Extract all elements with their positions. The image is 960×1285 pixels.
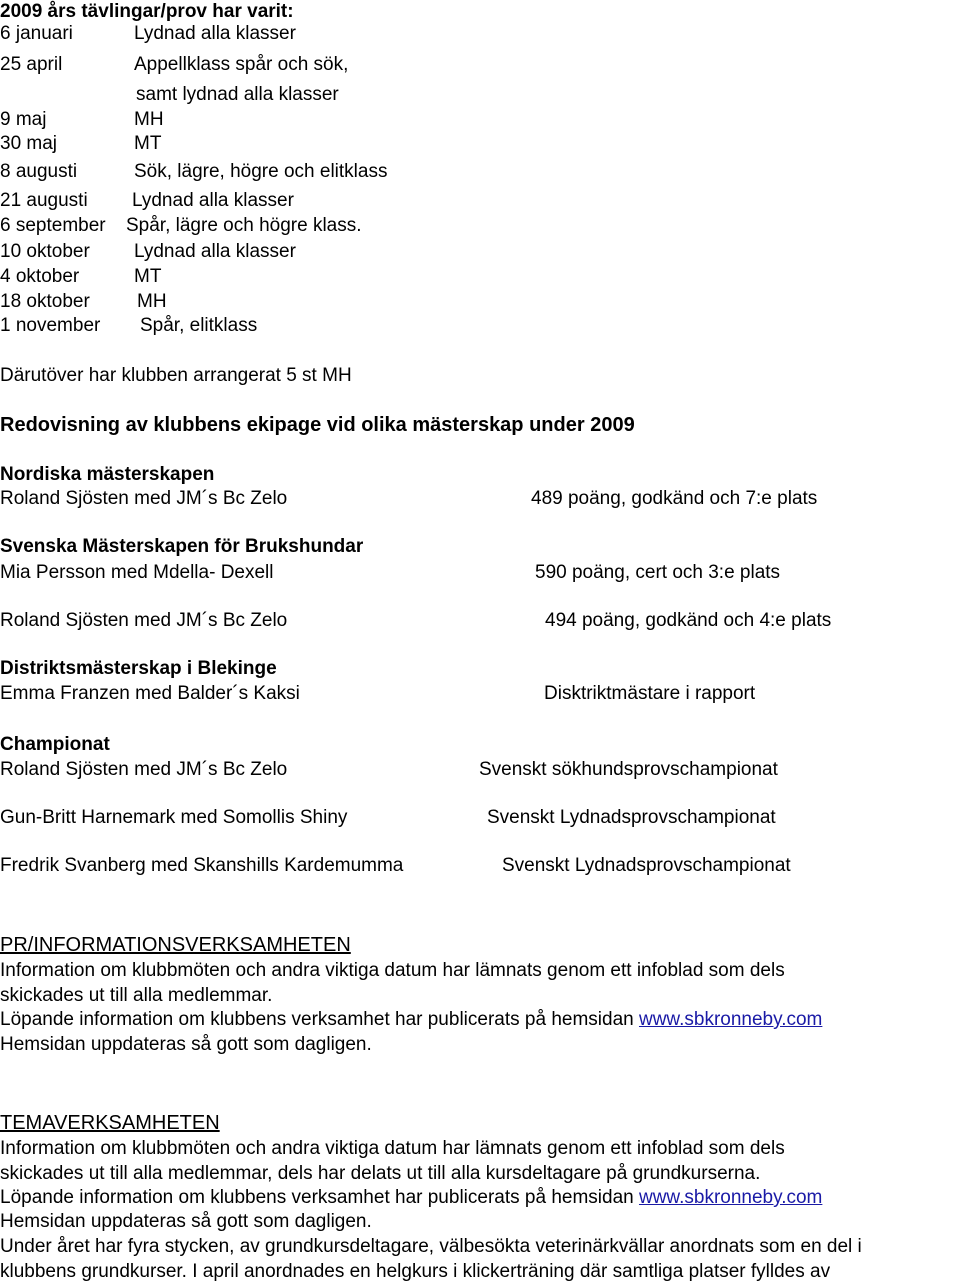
event-date: 9 maj xyxy=(0,109,47,130)
team-name: Gun-Britt Harnemark med Somollis Shiny xyxy=(0,807,348,828)
event-desc: Spår, elitklass xyxy=(140,315,258,336)
event-desc: MH xyxy=(137,291,167,312)
event-date: 8 augusti xyxy=(0,161,78,182)
section-title-nordic: Nordiska mästerskapen xyxy=(0,464,215,485)
event-desc: Appellklass spår och sök, xyxy=(134,54,349,75)
pr-title: PR/INFORMATIONSVERKSAMHETEN xyxy=(0,934,351,956)
team-result: Disktriktmästare i rapport xyxy=(544,683,756,704)
pr-line-text: Löpande information om klubbens verksamhet har publicerats på hemsidan xyxy=(0,1009,639,1030)
pr-line: Information om klubbmöten och andra viktiga datum har lämnats genom ett infoblad som dels xyxy=(0,960,785,981)
tema-line-text: Löpande information om klubbens verksamhet har publicerats på hemsidan xyxy=(0,1187,639,1208)
team-result: 489 poäng, godkänd och 7:e plats xyxy=(531,488,818,509)
pr-line: skickades ut till alla medlemmar. xyxy=(0,985,273,1006)
tema-line: skickades ut till alla medlemmar, dels har delats ut till alla kursdeltagare på grundkurserna. xyxy=(0,1163,761,1184)
event-desc: samt lydnad alla klasser xyxy=(136,84,339,105)
event-date: 4 oktober xyxy=(0,266,80,287)
team-result: 494 poäng, godkänd och 4:e plats xyxy=(545,610,832,631)
tema-line: Under året har fyra stycken, av grundkursdeltagare, välbesökta veterinärkvällar anordnats som en del i xyxy=(0,1236,862,1257)
event-desc: Lydnad alla klasser xyxy=(132,190,294,211)
section-title-swedish: Svenska Mästerskapen för Brukshundar xyxy=(0,536,364,557)
pr-line xyxy=(0,1008,822,1032)
team-result: 590 poäng, cert och 3:e plats xyxy=(535,562,781,583)
tema-line: Hemsidan uppdateras så gott som dagligen. xyxy=(0,1211,372,1232)
team-name: Roland Sjösten med JM´s Bc Zelo xyxy=(0,759,288,780)
event-date: 6 januari xyxy=(0,23,73,44)
website-link[interactable]: www.sbkronneby.com xyxy=(638,1187,823,1208)
team-name: Emma Franzen med Balder´s Kaksi xyxy=(0,683,300,704)
event-date: 30 maj xyxy=(0,133,58,154)
team-name: Roland Sjösten med JM´s Bc Zelo xyxy=(0,610,288,631)
tema-line xyxy=(0,1186,822,1210)
report-heading: Redovisning av klubbens ekipage vid olika mästerskap under 2009 xyxy=(0,414,635,436)
event-date: 18 oktober xyxy=(0,291,90,312)
event-date: 1 november xyxy=(0,315,101,336)
tema-line: klubbens grundkurser. I april anordnades en helgkurs i klickerträning där samtliga platser fylldes av xyxy=(0,1261,831,1282)
team-name: Fredrik Svanberg med Skanshills Kardemumma xyxy=(0,855,404,876)
event-date: 6 september xyxy=(0,215,106,236)
event-date: 10 oktober xyxy=(0,241,90,262)
section-title-champ: Championat xyxy=(0,734,110,755)
event-desc: Lydnad alla klasser xyxy=(134,241,296,262)
event-date: 21 augusti xyxy=(0,190,88,211)
event-desc: MT xyxy=(134,266,162,287)
event-desc: MH xyxy=(134,109,164,130)
event-desc: Spår, lägre och högre klass. xyxy=(126,215,362,236)
website-link[interactable]: www.sbkronneby.com xyxy=(638,1009,823,1030)
team-result: Svenskt sökhundsprovschampionat xyxy=(479,759,778,780)
event-desc: Sök, lägre, högre och elitklass xyxy=(134,161,388,182)
tema-line: Information om klubbmöten och andra viktiga datum har lämnats genom ett infoblad som dels xyxy=(0,1138,785,1159)
team-result: Svenskt Lydnadsprovschampionat xyxy=(487,807,776,828)
events-heading: 2009 års tävlingar/prov har varit: xyxy=(0,1,294,22)
team-name: Roland Sjösten med JM´s Bc Zelo xyxy=(0,488,288,509)
event-desc: MT xyxy=(134,133,162,154)
extra-note: Därutöver har klubben arrangerat 5 st MH xyxy=(0,365,352,386)
team-result: Svenskt Lydnadsprovschampionat xyxy=(502,855,791,876)
team-name: Mia Persson med Mdella- Dexell xyxy=(0,562,274,583)
pr-line: Hemsidan uppdateras så gott som dagligen. xyxy=(0,1034,372,1055)
event-row xyxy=(0,22,73,46)
tema-title: TEMAVERKSAMHETEN xyxy=(0,1112,220,1134)
event-date: 25 april xyxy=(0,54,63,75)
event-desc: Lydnad alla klasser xyxy=(134,23,296,44)
section-title-district: Distriktsmästerskap i Blekinge xyxy=(0,658,277,679)
